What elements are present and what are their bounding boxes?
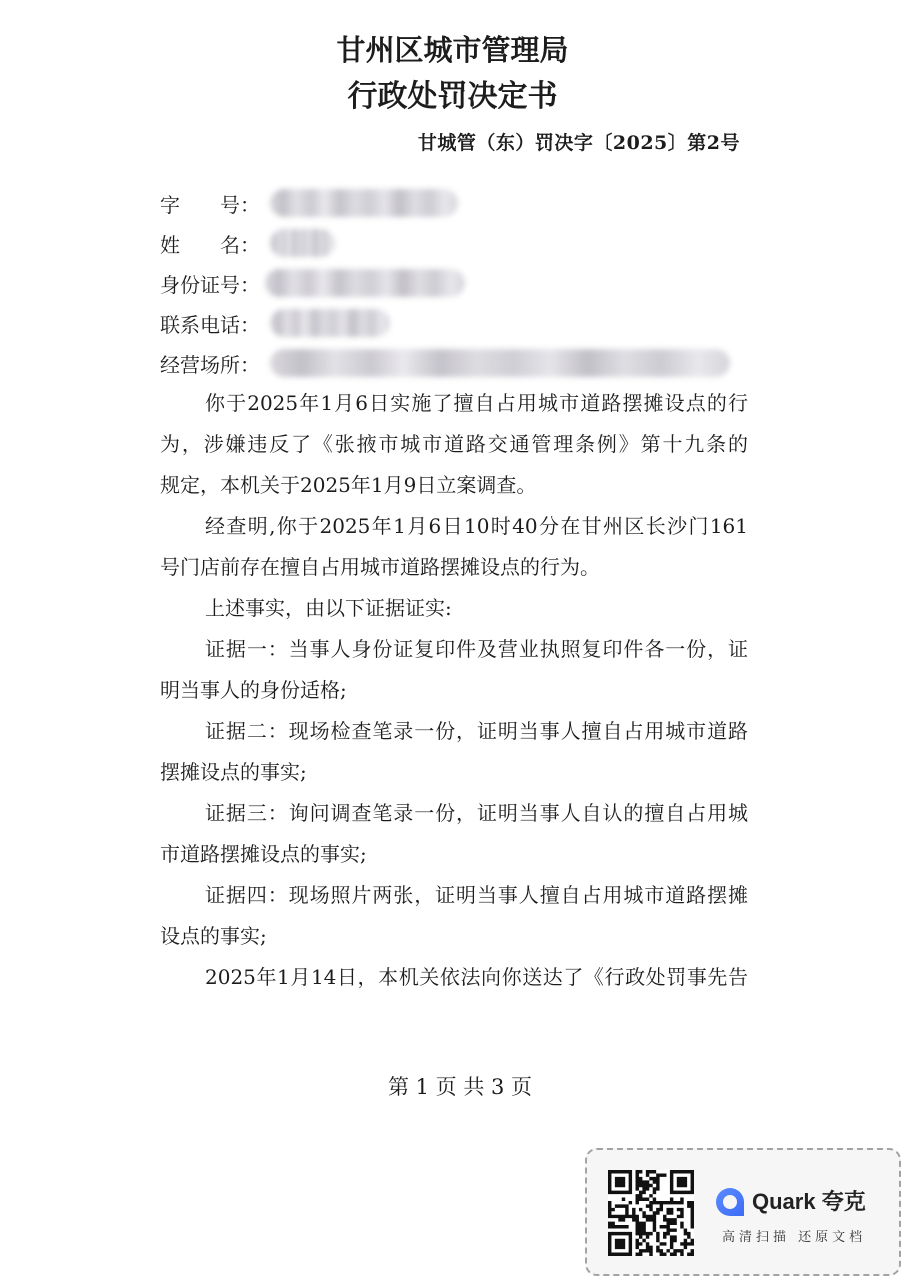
redacted-value (270, 349, 730, 377)
field-label: 身份证号： (160, 272, 260, 297)
body-line: 市道路摆摊设点的事实; (160, 842, 367, 866)
body-line: 你于2025年1月6日实施了擅自占用城市道路摆摊设点的行 (205, 391, 748, 415)
field-row-id-number (160, 183, 760, 223)
qr-code-icon (608, 1170, 694, 1256)
body-line: 2025年1月14日，本机关依法向你送达了《行政处罚事先告 (205, 965, 748, 989)
page-indicator: 第 1 页 共 3 页 (387, 1075, 533, 1099)
redacted-value (270, 309, 390, 337)
redacted-value (270, 189, 458, 217)
paragraph (160, 875, 748, 957)
body-line: 证据四：现场照片两张，证明当事人擅自占用城市道路摆摊 (205, 883, 748, 907)
issuer-title: 甘州区城市管理局 (336, 33, 569, 67)
redacted-value (265, 269, 465, 297)
paragraph (160, 506, 748, 588)
paragraph (160, 629, 748, 711)
paragraph (160, 711, 748, 793)
body-line: 上述事实，由以下证据证实: (205, 596, 452, 620)
document-title: 行政处罚决定书 (347, 79, 558, 114)
quark-logo-icon (715, 1187, 745, 1217)
field-row-phone (160, 303, 760, 343)
quark-brand (752, 1187, 866, 1217)
body-line: 摆摊设点的事实; (160, 760, 307, 784)
scanner-watermark (585, 1148, 901, 1276)
watermark-tagline: 高清扫描 还原文档 (722, 1230, 867, 1245)
paragraph (160, 793, 748, 875)
brand-chinese: 夸克 (821, 1189, 866, 1214)
redacted-value (270, 229, 335, 257)
body-line: 证据二：现场检查笔录一份，证明当事人擅自占用城市道路 (205, 719, 748, 743)
field-row-business-address (160, 343, 760, 383)
body-line: 经查明,你于2025年1月6日10时40分在甘州区长沙门161 (205, 514, 748, 538)
brand-latin: Quark (752, 1189, 816, 1214)
paragraph (160, 588, 748, 629)
body-line: 规定，本机关于2025年1月9日立案调查。 (160, 473, 537, 497)
body-line: 明当事人的身份适格; (160, 678, 347, 702)
field-label: 经营场所： (160, 352, 260, 377)
body-line: 号门店前存在擅自占用城市道路摆摊设点的行为。 (160, 555, 600, 579)
body-line: 设点的事实; (160, 924, 267, 948)
quark-logo-shape (716, 1188, 744, 1216)
body-line: 证据一：当事人身份证复印件及营业执照复印件各一份，证 (205, 637, 748, 661)
field-label: 联系电话： (160, 312, 260, 337)
paragraph (160, 383, 748, 506)
body-line: 证据三：询问调查笔录一份，证明当事人自认的擅自占用城 (205, 801, 748, 825)
decision-body (160, 383, 748, 998)
qr-pattern (608, 1170, 694, 1256)
field-row-name (160, 223, 760, 263)
document-number: 甘城管（东）罚决字〔2025〕第2号 (417, 132, 740, 154)
field-row-id-card (160, 263, 760, 303)
field-label: 姓 名： (160, 232, 260, 257)
paragraph (160, 957, 748, 998)
field-label: 字 号： (160, 192, 260, 217)
party-info (160, 183, 760, 383)
body-line: 为，涉嫌违反了《张掖市城市道路交通管理条例》第十九条的 (160, 432, 748, 456)
